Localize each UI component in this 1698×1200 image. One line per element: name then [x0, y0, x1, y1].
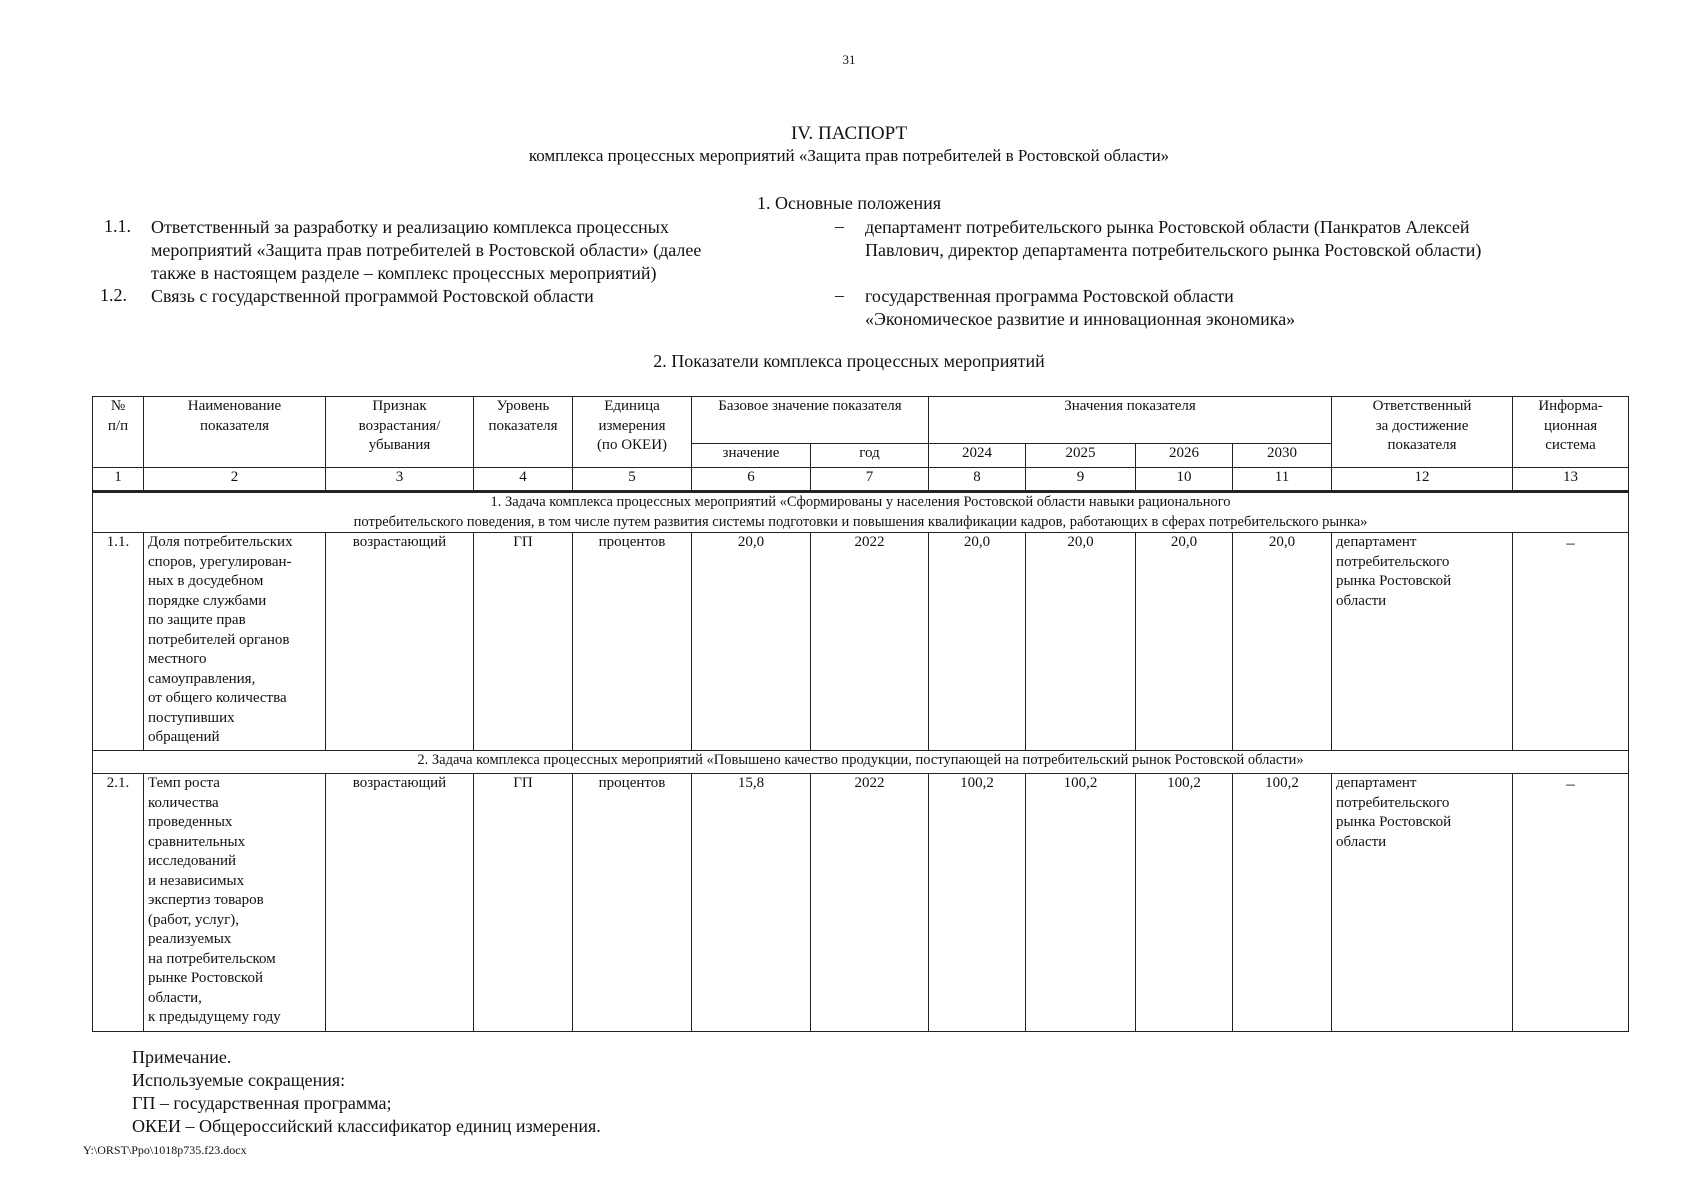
base-value: 20,0: [692, 533, 811, 751]
column-number: 6: [692, 468, 811, 492]
provision-dash: –: [835, 216, 844, 236]
value-2030: 100,2: [1233, 774, 1332, 1032]
column-number: 7: [811, 468, 929, 492]
header-sign: Признак возрастания/ убывания: [326, 397, 474, 468]
header-year-2025: 2025: [1026, 444, 1136, 468]
page-number: 31: [842, 52, 856, 67]
indicator-name: Доля потребительских споров, урегулирован- ных в досудебном порядке службами по защите прав потребителей органов местного самоуправления, от общего количества поступивших обращений: [144, 533, 326, 751]
indicator-level: ГП: [474, 774, 573, 1032]
document-file-path: Y:\ORST\Ppo\1018p735.f23.docx: [83, 1143, 247, 1157]
passport-title: IV. ПАСПОРТ: [790, 123, 908, 144]
indicator-level: ГП: [474, 533, 573, 751]
header-base: Базовое значение показателя: [692, 397, 929, 444]
information-system: –: [1513, 533, 1629, 751]
table-row: [93, 774, 1629, 1032]
task-row: [93, 492, 1629, 533]
provision-label: Ответственный за разработку и реализацию комплекса процессных мероприятий «Защита прав потребителей в Ростовской области» (далее также в настоящем разделе – комплекс процессных мероприятий): [151, 217, 702, 283]
header-base-value: значение: [692, 444, 811, 468]
indicator-unit: процентов: [573, 774, 692, 1032]
value-2025: 100,2: [1026, 774, 1136, 1032]
header-level: Уровень показателя: [474, 397, 573, 468]
indicator-unit: процентов: [573, 533, 692, 751]
note-line: Примечание.: [132, 1047, 232, 1067]
provision-number: 1.1.: [104, 216, 131, 236]
value-2024: 100,2: [929, 774, 1026, 1032]
indicator-sign: возрастающий: [326, 533, 474, 751]
responsible: департамент потребительского рынка Ростовской области: [1332, 533, 1513, 751]
base-year: 2022: [811, 774, 929, 1032]
notes: [132, 1046, 601, 1138]
information-system: –: [1513, 774, 1629, 1032]
column-number: 12: [1332, 468, 1513, 492]
note-line: Используемые сокращения:: [132, 1070, 346, 1090]
indicators-table: [92, 396, 1629, 1032]
column-number: 4: [474, 468, 573, 492]
responsible: департамент потребительского рынка Ростовской области: [1332, 774, 1513, 1032]
column-number: 9: [1026, 468, 1136, 492]
column-number: 1: [93, 468, 144, 492]
indicator-name: Темп роста количества проведенных сравнительных исследований и независимых экспертиз товаров (работ, услуг), реализуемых на потребительском рынке Ростовской области, к предыдущему году: [144, 774, 326, 1032]
task-title: 1. Задача комплекса процессных мероприятий «Сформированы у населения Ростовской области навыки рационального потребительского поведения, в том числе путем развития системы подготовки и повышения квалификации кадров, работающих в сферах потребительского рынка»: [93, 492, 1629, 533]
column-number: 13: [1513, 468, 1629, 492]
provision-number: 1.2.: [100, 285, 127, 305]
value-2030: 20,0: [1233, 533, 1332, 751]
value-2025: 20,0: [1026, 533, 1136, 751]
value-2026: 100,2: [1136, 774, 1233, 1032]
column-number: 11: [1233, 468, 1332, 492]
header-values: Значения показателя: [929, 397, 1332, 444]
column-number-row: [93, 468, 1629, 492]
provision-value: департамент потребительского рынка Ростовской области (Панкратов Алексей Павлович, директор департамента потребительского рынка Ростовской области): [865, 217, 1482, 260]
note-line: ГП – государственная программа;: [132, 1093, 392, 1113]
value-2024: 20,0: [929, 533, 1026, 751]
header-unit: Единица измерения (по ОКЕИ): [573, 397, 692, 468]
header-year-2030: 2030: [1233, 444, 1332, 468]
column-number: 3: [326, 468, 474, 492]
task-title: 2. Задача комплекса процессных мероприятий «Повышено качество продукции, поступающей на потребительский рынок Ростовской области»: [93, 751, 1629, 774]
column-number: 5: [573, 468, 692, 492]
provision-value: государственная программа Ростовской области «Экономическое развитие и инновационная экономика»: [865, 286, 1296, 329]
header-responsible: Ответственный за достижение показателя: [1332, 397, 1513, 468]
table-row: [93, 533, 1629, 751]
base-value: 15,8: [692, 774, 811, 1032]
column-number: 10: [1136, 468, 1233, 492]
header-year-2026: 2026: [1136, 444, 1233, 468]
header-name: Наименование показателя: [144, 397, 326, 468]
indicator-sign: возрастающий: [326, 774, 474, 1032]
section1-heading: 1. Основные положения: [757, 193, 941, 213]
passport-subtitle: комплекса процессных мероприятий «Защита прав потребителей в Ростовской области»: [528, 146, 1170, 165]
header-system: Информа- ционная система: [1513, 397, 1629, 468]
section2-heading: 2. Показатели комплекса процессных мероприятий: [653, 351, 1045, 371]
header-base-year: год: [811, 444, 929, 468]
provision-dash: –: [835, 285, 844, 305]
task-row: [93, 751, 1629, 774]
row-number: 1.1.: [93, 533, 144, 751]
provision-label: Связь с государственной программой Ростовской области: [151, 286, 594, 306]
value-2026: 20,0: [1136, 533, 1233, 751]
header-year-2024: 2024: [929, 444, 1026, 468]
row-number: 2.1.: [93, 774, 144, 1032]
base-year: 2022: [811, 533, 929, 751]
column-number: 8: [929, 468, 1026, 492]
note-line: ОКЕИ – Общероссийский классификатор единиц измерения.: [132, 1116, 601, 1136]
column-number: 2: [144, 468, 326, 492]
header-num: № п/п: [93, 397, 144, 468]
